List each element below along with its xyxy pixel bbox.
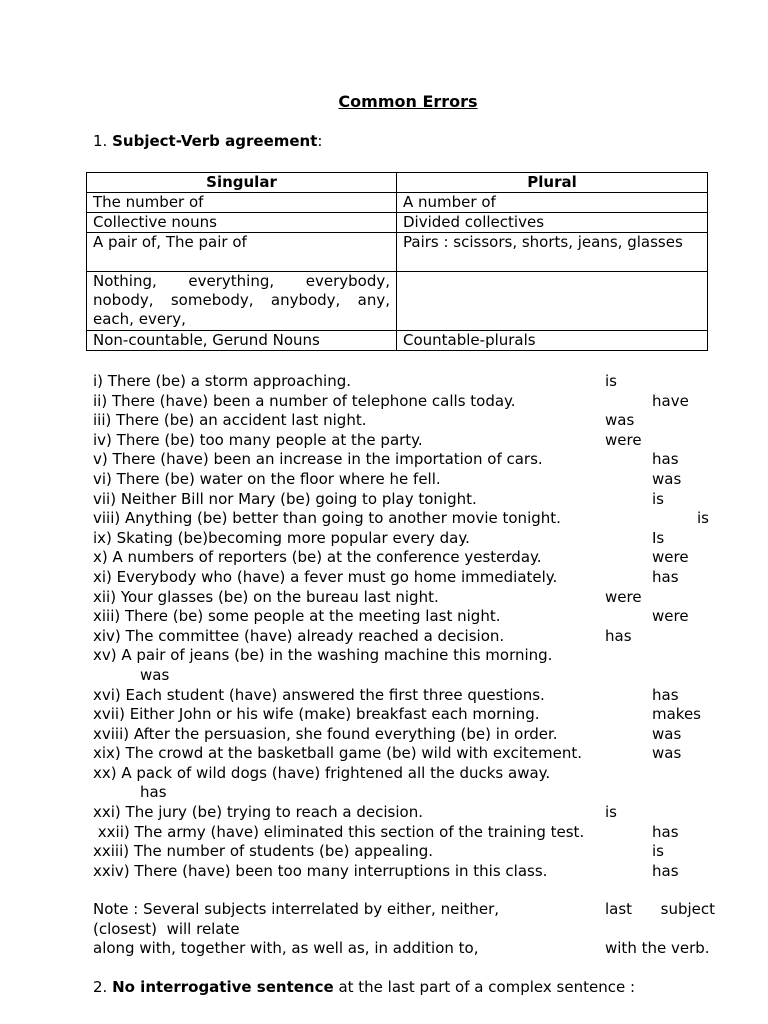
exercise-question: xviii) After the persuasion, she found everything (be) in order. bbox=[93, 724, 558, 743]
exercise-question: xvi) Each student (have) answered the first three questions. bbox=[93, 685, 545, 704]
exercise-answer: Is bbox=[652, 528, 665, 547]
table-row bbox=[87, 272, 708, 331]
exercise-question: xx) A pack of wild dogs (have) frightened all the ducks away. bbox=[93, 763, 551, 782]
exercise-item bbox=[93, 411, 753, 431]
exercise-item bbox=[93, 588, 753, 608]
exercise-question: xi) Everybody who (have) a fever must go home immediately. bbox=[93, 567, 558, 586]
exercise-item bbox=[93, 470, 753, 490]
exercise-item bbox=[93, 646, 753, 685]
exercise-question: i) There (be) a storm approaching. bbox=[93, 372, 352, 390]
header-plural: Plural bbox=[397, 173, 708, 193]
exercise-answer: was bbox=[140, 665, 170, 684]
exercise-answer: was bbox=[652, 469, 682, 488]
exercise-question: ii) There (have) been a number of telephone calls today. bbox=[93, 391, 516, 410]
section-1-heading bbox=[93, 132, 322, 150]
exercise-question: iii) There (be) an accident last night. bbox=[93, 411, 367, 430]
header-singular: Singular bbox=[87, 173, 397, 193]
note-text: along with, together with, as well as, in addition to, bbox=[93, 939, 479, 958]
exercise-item bbox=[93, 686, 753, 706]
exercise-answer: is bbox=[652, 489, 664, 508]
table-cell: Nothing, everything, everybody, nobody, somebody, anybody, any, each, every, bbox=[87, 272, 397, 331]
exercise-answer: were bbox=[652, 548, 689, 567]
note-line bbox=[93, 900, 733, 920]
exercise-item bbox=[93, 764, 753, 803]
agreement-table bbox=[86, 172, 708, 351]
exercise-question: x) A numbers of reporters (be) at the conference yesterday. bbox=[93, 548, 542, 567]
note-line bbox=[93, 920, 733, 940]
exercise-item bbox=[93, 372, 753, 392]
exercise-item bbox=[93, 450, 753, 470]
exercise-item bbox=[93, 803, 753, 823]
exercise-answer: makes bbox=[652, 705, 701, 724]
exercise-question: vi) There (be) water on the floor where he fell. bbox=[93, 469, 441, 488]
exercise-item bbox=[93, 431, 753, 451]
exercise-item bbox=[93, 725, 753, 745]
exercise-question: xxi) The jury (be) trying to reach a decision. bbox=[93, 803, 423, 822]
table-cell bbox=[397, 272, 708, 331]
exercise-item bbox=[93, 705, 753, 725]
note-text: Note : Several subjects interrelated by either, neither, bbox=[93, 900, 500, 918]
table-cell: Countable-plurals bbox=[397, 331, 708, 351]
note-block bbox=[93, 900, 733, 959]
exercise-question: viii) Anything (be) better than going to another movie tonight. bbox=[93, 509, 561, 528]
exercise-question: vii) Neither Bill nor Mary (be) going to play tonight. bbox=[93, 489, 477, 508]
exercise-question: xvii) Either John or his wife (make) breakfast each morning. bbox=[93, 705, 540, 724]
exercise-item bbox=[93, 823, 753, 843]
exercise-item bbox=[93, 529, 753, 549]
note-text: last subject bbox=[605, 900, 716, 918]
exercise-answer: were bbox=[605, 587, 642, 606]
exercise-answer: has bbox=[652, 822, 679, 841]
exercise-item bbox=[93, 842, 753, 862]
table-cell: Pairs : scissors, shorts, jeans, glasses bbox=[397, 233, 708, 272]
exercise-item bbox=[93, 490, 753, 510]
section-1-number: 1. bbox=[93, 132, 108, 150]
exercise-answer: has bbox=[652, 685, 679, 704]
section-2-title: No interrogative sentence bbox=[112, 978, 334, 996]
exercise-answer: was bbox=[605, 411, 635, 430]
exercise-item bbox=[93, 392, 753, 412]
note-line bbox=[93, 939, 733, 959]
exercise-question: xxiii) The number of students (be) appealing. bbox=[93, 842, 434, 861]
exercise-answer: were bbox=[605, 430, 642, 449]
table-row bbox=[87, 331, 708, 351]
exercise-item bbox=[93, 744, 753, 764]
table-cell: Non-countable, Gerund Nouns bbox=[87, 331, 397, 351]
exercise-answer: is bbox=[605, 803, 617, 822]
exercise-item bbox=[93, 862, 753, 882]
section-2-heading bbox=[93, 978, 635, 996]
page-title: Common Errors bbox=[338, 92, 478, 111]
table-cell: A number of bbox=[397, 193, 708, 213]
exercise-question: xv) A pair of jeans (be) in the washing machine this morning. bbox=[93, 646, 553, 665]
exercise-question: v) There (have) been an increase in the importation of cars. bbox=[93, 450, 543, 469]
table-cell: Collective nouns bbox=[87, 213, 397, 233]
exercise-item bbox=[93, 509, 753, 529]
note-text: with the verb. bbox=[605, 939, 710, 958]
exercise-answer: were bbox=[652, 607, 689, 626]
note-text: (closest) will relate bbox=[93, 919, 240, 938]
exercise-answer: has bbox=[652, 567, 679, 586]
exercise-answer: have bbox=[652, 391, 689, 410]
section-2-number: 2. bbox=[93, 978, 108, 996]
exercise-answer: has bbox=[652, 450, 679, 469]
exercise-item bbox=[93, 627, 753, 647]
exercise-question: xii) Your glasses (be) on the bureau last night. bbox=[93, 587, 439, 606]
exercise-answer: has bbox=[605, 626, 632, 645]
exercise-question: xxiv) There (have) been too many interruptions in this class. bbox=[93, 861, 548, 880]
exercise-question: ix) Skating (be)becoming more popular every day. bbox=[93, 528, 470, 547]
exercise-answer: is bbox=[605, 372, 617, 390]
section-2-rest: at the last part of a complex sentence : bbox=[338, 978, 636, 996]
exercise-answer: is bbox=[697, 509, 709, 528]
exercise-answer: has bbox=[652, 861, 679, 880]
exercise-answer: has bbox=[140, 783, 167, 802]
exercise-question: xix) The crowd at the basketball game (be) wild with excitement. bbox=[93, 744, 582, 763]
table-row bbox=[87, 193, 708, 213]
section-1-title: Subject-Verb agreement bbox=[112, 132, 318, 150]
table-cell: A pair of, The pair of bbox=[87, 233, 397, 272]
exercise-question: xiv) The committee (have) already reached a decision. bbox=[93, 626, 505, 645]
exercise-question: iv) There (be) too many people at the party. bbox=[93, 430, 423, 449]
table-header-row bbox=[87, 173, 708, 193]
table-row bbox=[87, 233, 708, 272]
exercise-item bbox=[93, 548, 753, 568]
exercise-answer: was bbox=[652, 744, 682, 763]
exercise-question: xiii) There (be) some people at the meeting last night. bbox=[93, 607, 501, 626]
exercise-item bbox=[93, 607, 753, 627]
table-row bbox=[87, 213, 708, 233]
exercise-list bbox=[93, 372, 753, 881]
exercise-answer: is bbox=[652, 842, 664, 861]
exercise-item bbox=[93, 568, 753, 588]
exercise-answer: was bbox=[652, 724, 682, 743]
table-cell: The number of bbox=[87, 193, 397, 213]
section-1-suffix: : bbox=[317, 132, 323, 150]
exercise-question: xxii) The army (have) eliminated this section of the training test. bbox=[93, 822, 585, 841]
table-cell: Divided collectives bbox=[397, 213, 708, 233]
